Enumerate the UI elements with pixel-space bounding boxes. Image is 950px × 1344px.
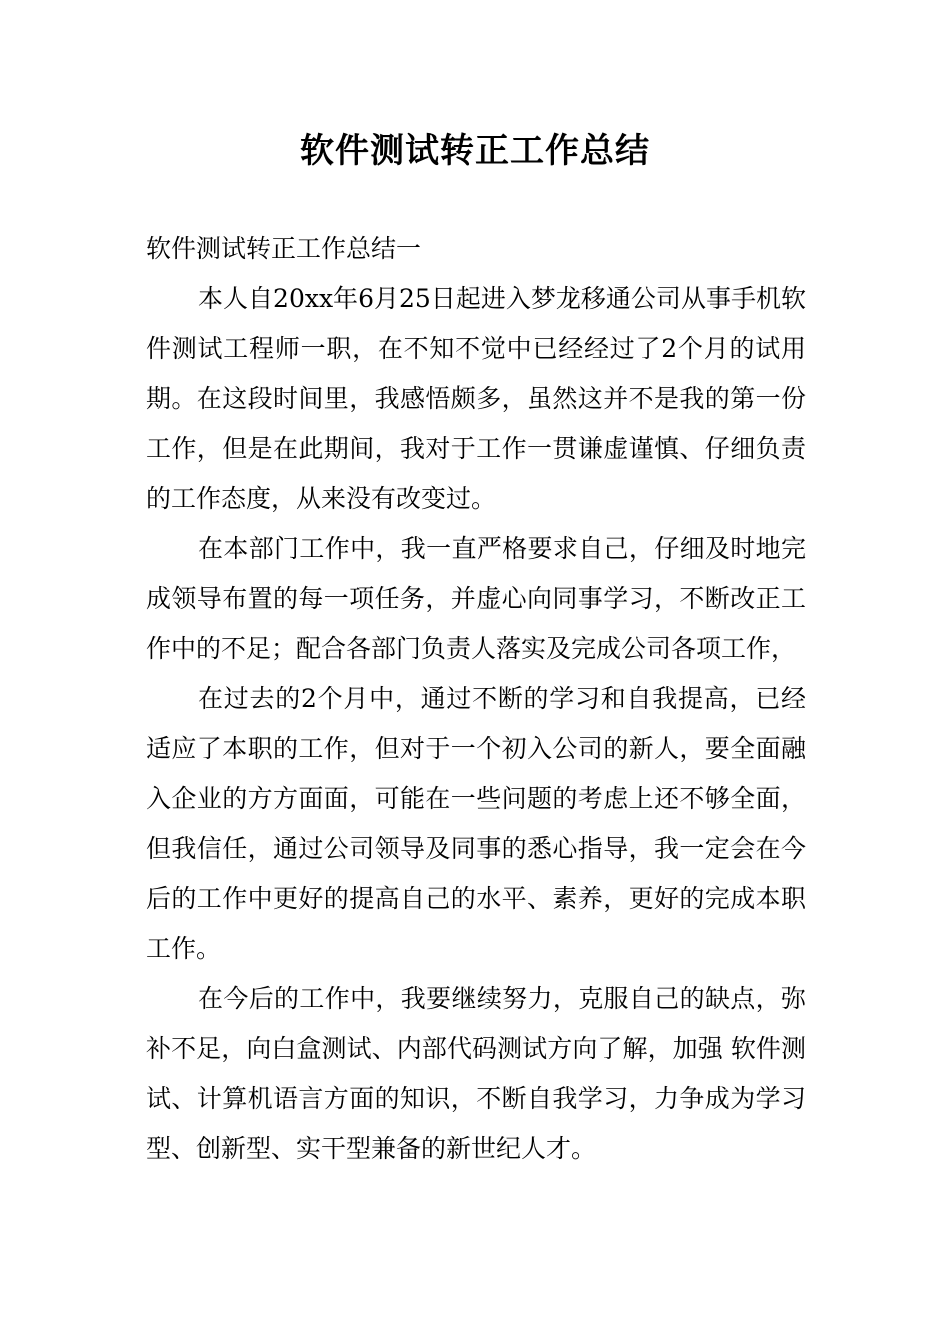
paragraph-3: 在过去的2个月中，通过不断的学习和自我提高，已经适应了本职的工作，但对于一个初入公司的新人，要全面融入企业的方方面面，可能在一些问题的考虑上还不够全面，但我信任，通过公司领导及同事的悉心指导，我一定会在今后的工作中更好的提高自己的水平、素养，更好的完成本职工作。 bbox=[146, 684, 806, 963]
paragraph-1: 本人自20xx年6月25日起进入梦龙移通公司从事手机软件测试工程师一职，在不知不觉中已经经过了2个月的试用期。在这段时间里，我感悟颇多，虽然这并不是我的第一份工作，但是在此期间，我对于工作一贯谦虚谨慎、仔细负责的工作态度，从来没有改变过。 bbox=[146, 284, 806, 513]
document-body bbox=[146, 224, 806, 1174]
paragraph-2: 在本部门工作中，我一直严格要求自己，仔细及时地完成领导布置的每一项任务，并虚心向同事学习，不断改正工作中的不足；配合各部门负责人落实及完成公司各项工作， bbox=[146, 534, 806, 663]
document-title: 软件测试转正工作总结 bbox=[300, 131, 650, 171]
paragraph-4: 在今后的工作中，我要继续努力，克服自己的缺点，弥补不足，向白盒测试、内部代码测试方向了解，加强 软件测试、计算机语言方面的知识，不断自我学习，力争成为学习型、创新型、实干型兼备的新世纪人才。 bbox=[146, 984, 806, 1163]
section-heading: 软件测试转正工作总结一 bbox=[146, 234, 422, 263]
